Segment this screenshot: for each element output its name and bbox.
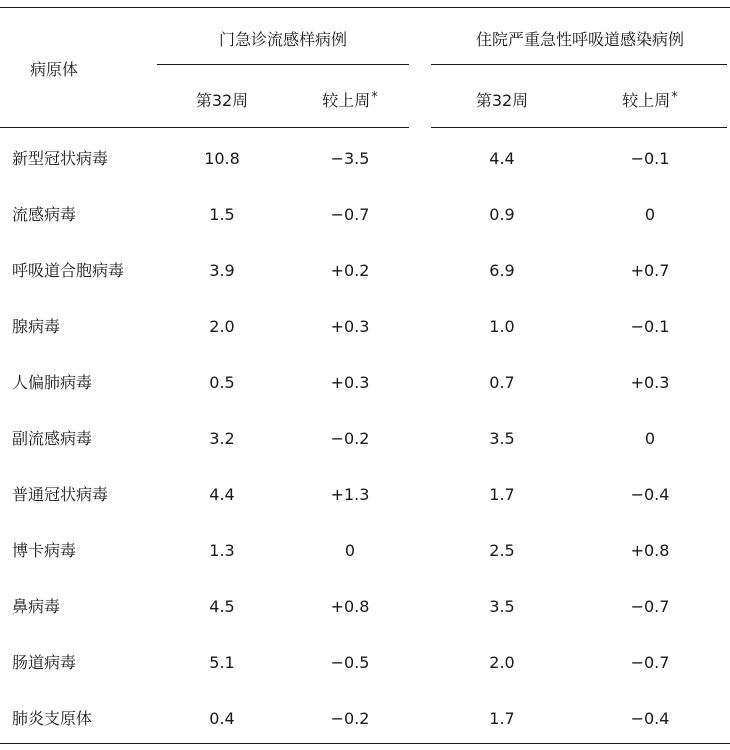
change-value-inpatient: −0.7 xyxy=(630,597,670,616)
change-value-inpatient: +0.3 xyxy=(630,373,670,392)
change-value-outpatient: −0.2 xyxy=(330,709,370,728)
change-value-inpatient: +0.7 xyxy=(630,261,670,280)
week-value-inpatient: 0.7 xyxy=(489,373,515,392)
week-value-outpatient: 10.8 xyxy=(204,149,240,168)
week-value-outpatient: 4.5 xyxy=(209,597,235,616)
week-value-inpatient: 4.4 xyxy=(489,149,515,168)
week-value-inpatient: 1.7 xyxy=(489,709,515,728)
subheader-week-outpatient: 第32周 xyxy=(195,91,249,110)
pathogen-name: 普通冠状病毒 xyxy=(12,485,109,504)
change-value-inpatient: −0.1 xyxy=(630,149,670,168)
change-value-inpatient: −0.7 xyxy=(630,653,670,672)
week-value-inpatient: 3.5 xyxy=(489,597,515,616)
pathogen-name: 呼吸道合胞病毒 xyxy=(12,261,125,280)
change-value-outpatient: +0.8 xyxy=(330,597,370,616)
subheader-change-outpatient-label: 较上周 xyxy=(322,91,371,110)
top-rule xyxy=(0,7,730,8)
change-value-inpatient: −0.4 xyxy=(630,485,670,504)
footnote-mark: * xyxy=(371,90,378,105)
week-value-inpatient: 2.5 xyxy=(489,541,515,560)
week-value-inpatient: 0.9 xyxy=(489,205,515,224)
change-value-outpatient: +1.3 xyxy=(330,485,370,504)
change-value-inpatient: −0.4 xyxy=(630,709,670,728)
pathogen-name: 人偏肺病毒 xyxy=(12,373,93,392)
change-value-outpatient: −0.7 xyxy=(330,205,370,224)
pathogen-name: 鼻病毒 xyxy=(12,597,61,616)
week-value-inpatient: 6.9 xyxy=(489,261,515,280)
week-value-outpatient: 0.5 xyxy=(209,373,235,392)
change-value-inpatient: +0.8 xyxy=(630,541,670,560)
row-header-label: 病原体 xyxy=(30,60,79,79)
change-value-inpatient: 0 xyxy=(644,429,656,448)
week-value-inpatient: 1.0 xyxy=(489,317,515,336)
week-value-outpatient: 3.9 xyxy=(209,261,235,280)
group-header-outpatient: 门急诊流感样病例 xyxy=(218,30,348,49)
week-value-outpatient: 5.1 xyxy=(209,653,235,672)
subheader-change-inpatient-label: 较上周 xyxy=(622,91,671,110)
week-value-outpatient: 1.3 xyxy=(209,541,235,560)
week-value-outpatient: 2.0 xyxy=(209,317,235,336)
bottom-rule xyxy=(0,743,730,744)
header-rule-left xyxy=(0,127,409,128)
week-value-inpatient: 1.7 xyxy=(489,485,515,504)
footnote-mark: * xyxy=(671,90,678,105)
group-header-inpatient: 住院严重急性呼吸道感染病例 xyxy=(475,30,685,49)
change-value-outpatient: 0 xyxy=(344,541,356,560)
week-value-outpatient: 1.5 xyxy=(209,205,235,224)
subheader-change-inpatient xyxy=(622,91,678,111)
week-value-outpatient: 0.4 xyxy=(209,709,235,728)
change-value-outpatient: −0.5 xyxy=(330,653,370,672)
pathogen-name: 流感病毒 xyxy=(12,205,77,224)
week-value-inpatient: 3.5 xyxy=(489,429,515,448)
change-value-inpatient: 0 xyxy=(644,205,656,224)
subheader-change-outpatient xyxy=(322,91,378,111)
change-value-outpatient: −0.2 xyxy=(330,429,370,448)
group-rule-inpatient xyxy=(431,64,727,65)
group-rule-outpatient xyxy=(157,64,409,65)
pathogen-name: 新型冠状病毒 xyxy=(12,149,109,168)
change-value-outpatient: +0.2 xyxy=(330,261,370,280)
change-value-inpatient: −0.1 xyxy=(630,317,670,336)
change-value-outpatient: +0.3 xyxy=(330,317,370,336)
change-value-outpatient: +0.3 xyxy=(330,373,370,392)
week-value-outpatient: 3.2 xyxy=(209,429,235,448)
pathogen-name: 博卡病毒 xyxy=(12,541,77,560)
subheader-week-inpatient: 第32周 xyxy=(475,91,529,110)
header-rule-right xyxy=(431,127,727,128)
pathogen-name: 副流感病毒 xyxy=(12,429,93,448)
pathogen-name: 腺病毒 xyxy=(12,317,61,336)
week-value-inpatient: 2.0 xyxy=(489,653,515,672)
change-value-outpatient: −3.5 xyxy=(330,149,370,168)
pathogen-name: 肺炎支原体 xyxy=(12,709,93,728)
pathogen-name: 肠道病毒 xyxy=(12,653,77,672)
week-value-outpatient: 4.4 xyxy=(209,485,235,504)
